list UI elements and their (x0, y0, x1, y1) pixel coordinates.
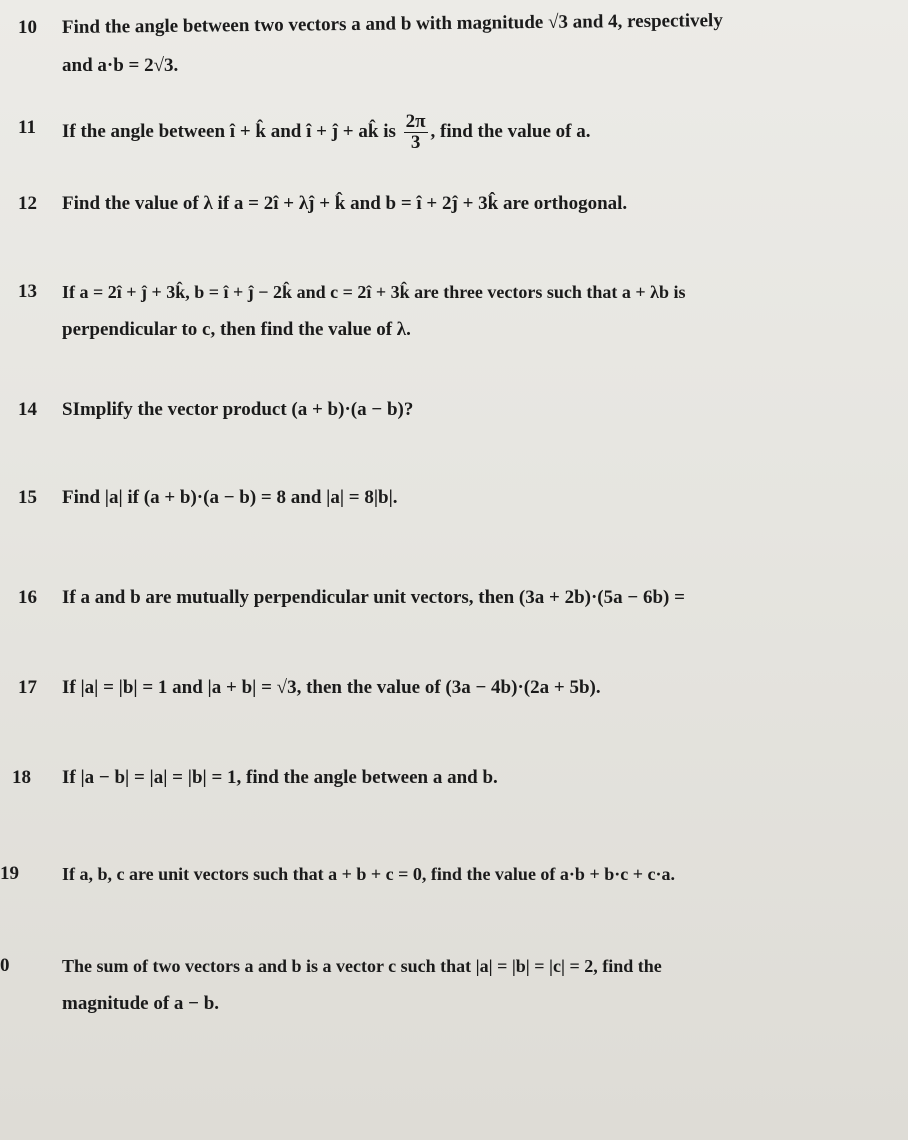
question-12-line1: Find the value of λ if a = 2î + λĵ + k̂ and b = î + 2ĵ + 3k̂ are orthogonal. (62, 193, 628, 214)
question-18-line1: If |a − b| = |a| = |b| = 1, find the angle between a and b. (62, 767, 498, 788)
question-13-line2: perpendicular to c, then find the value of λ. (62, 319, 411, 340)
question-11-fraction (404, 112, 428, 153)
question-10-line1: Find the angle between two vectors a and b with magnitude √3 and 4, respectively (61, 10, 723, 38)
question-11-line1: If the angle between î + k̂ and î + ĵ + ak̂ is (62, 120, 396, 142)
question-11-frac-denominator: 3 (410, 132, 421, 153)
question-13-line1: If a = 2î + ĵ + 3k̂, b = î + ĵ − 2k̂ and c = 2î + 3k̂ are three vectors such that a + λb is (62, 282, 686, 302)
question-17-line1: If |a| = |b| = 1 and |a + b| = √3, then the value of (3a − 4b)·(2a + 5b). (62, 677, 601, 698)
question-18-number: 18 (12, 767, 31, 788)
question-13-number: 13 (18, 281, 37, 302)
question-16-number: 16 (18, 587, 37, 608)
question-16-line1: If a and b are mutually perpendicular unit vectors, then (3a + 2b)·(5a − 6b) = (62, 587, 685, 608)
question-10-line2: and a·b = 2√3. (62, 55, 179, 76)
question-20-line2: magnitude of a − b. (62, 993, 220, 1014)
question-15-number: 15 (18, 487, 37, 508)
question-11-text (62, 112, 590, 153)
question-11-line1-end: , find the value of a. (430, 120, 591, 142)
question-11-number: 11 (18, 117, 36, 138)
question-19-number: 19 (0, 863, 19, 884)
question-14-number: 14 (18, 399, 37, 420)
question-20-line1: The sum of two vectors a and b is a vector c such that |a| = |b| = |c| = 2, find the (62, 956, 662, 976)
question-17-number: 17 (18, 677, 37, 698)
question-11-frac-numerator: 2π (405, 111, 426, 132)
question-12-number: 12 (18, 193, 37, 214)
question-15-line1: Find |a| if (a + b)·(a − b) = 8 and |a| = 8|b|. (62, 487, 398, 508)
question-19-line1: If a, b, c are unit vectors such that a + b + c = 0, find the value of a·b + b·c + c·a. (62, 864, 675, 884)
question-14-line1: SImplify the vector product (a + b)·(a − b)? (62, 399, 414, 420)
question-10-number: 10 (18, 17, 37, 38)
question-20-number: 0 (0, 955, 10, 976)
